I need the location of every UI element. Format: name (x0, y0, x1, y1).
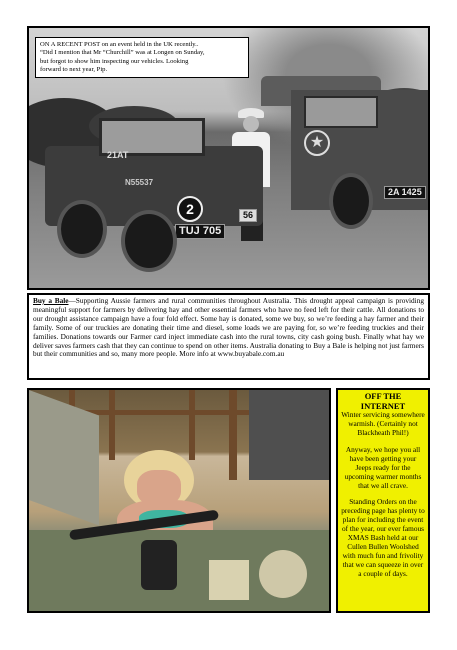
battery (209, 560, 249, 600)
jeep-side-number: N55537 (125, 178, 154, 187)
truck-windshield (304, 96, 378, 128)
caption-line: ON A RECENT POST on an event held in the UK recently.. (40, 41, 199, 48)
jeep-plate: TUJ 705 (175, 224, 225, 239)
man-head (243, 116, 259, 132)
engine-part (259, 550, 307, 598)
jeep-front-wheel (57, 200, 107, 258)
buy-a-bale-article (27, 293, 430, 380)
truck-wheel (329, 173, 373, 229)
sidebar-paragraph: Standing Orders on the preceding page has plenty to plan for including the event of the year, our ever famous XMAS Bash held at our Cullen Bullen Woolshed with much fun and frivolity that we can squeeze in over a couple of days. (341, 497, 425, 578)
jeep-rear-wheel (121, 210, 177, 272)
deck-post (229, 390, 237, 480)
jeep-tag: 56 (239, 209, 257, 222)
deck-post (189, 390, 195, 460)
buy-a-bale-text: —Supporting Aussie farmers and rural communities throughout Australia. This drought appeal campaign is providing meaningful support for farmers by delivering hay and other essential farmers who have no feed left for their cattle. All donations to our drought assistance campaign have a four fold effect. Some hay is donated, some we buy, so we’re feeding a hay farmer and their family. Some of our truckies are donating their time and diesel, some loads we are paying for, so we’re feeding truckies and their families. Donations towards our Farmer card inject immediate cash into the rural towns, city cash going bush. Finally what hay we deliver saves farmers cash that they can continue to spend on other items. Australia donating to Buy a Bale is helping not just farmers but their communities and so, many more people. More info at www.buyabale.com.au (33, 296, 425, 359)
air-filter-canister (141, 540, 177, 590)
jeep-engine-service-photo (27, 388, 331, 613)
caption-line: forward to next year, Pip. (40, 65, 108, 73)
sidebar-paragraph: Anyway, we hope you all have been getting your Jeeps ready for the upcoming warmer months that we all crave. (344, 444, 422, 490)
caption-line: “Did I mention that Mr “Churchill” was at Longen on Sunday, (40, 49, 205, 57)
off-the-internet-title (341, 392, 425, 411)
top-caption-box (35, 37, 249, 78)
caption-line: but forgot to show him inspecting our vehicles. Looking (40, 57, 189, 65)
sidebar-paragraph: Winter servicing somewhere warmish. (Certainly not Blackheath Phil!) (341, 410, 425, 437)
title-line: OFF THE (364, 391, 402, 401)
hanging-jacket (249, 390, 331, 480)
deck-post (109, 390, 115, 460)
truck-plate: 2A 1425 (384, 186, 426, 199)
jeep-marking: 21AT (107, 150, 129, 160)
title-line: INTERNET (360, 400, 406, 411)
buy-a-bale-title: Buy a Bale (33, 296, 69, 305)
jeep-number-badge: 2 (177, 196, 203, 222)
off-the-internet-box (336, 388, 430, 613)
star-emblem-icon: ★ (304, 130, 330, 156)
jeep-and-truck-photo (27, 26, 430, 290)
